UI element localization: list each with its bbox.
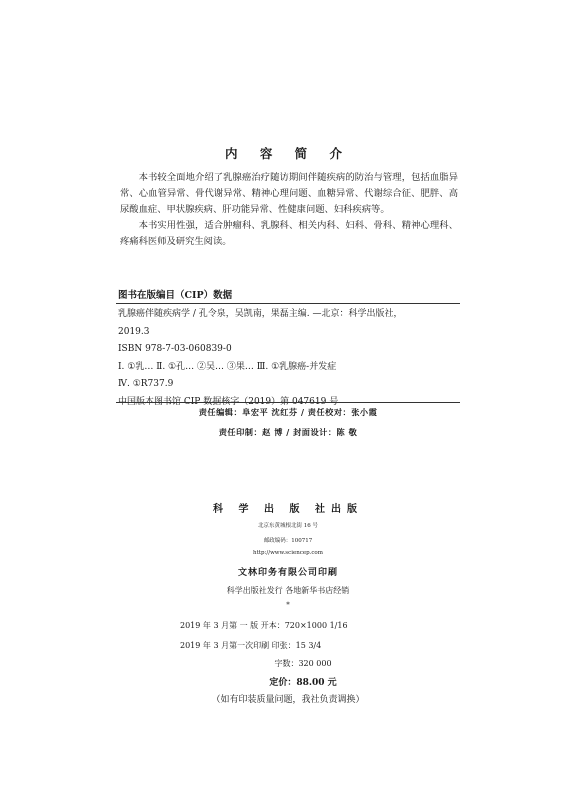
cip-heading: 图书在版编目（CIP）数据: [118, 290, 233, 301]
cip-line: ISBN 978-7-03-060839-0: [118, 344, 232, 354]
intro-paragraph: 本书实用性强，适合肿瘤科、乳腺科、相关内科、妇科、骨科、精神心理科、疼痛科医师及研究生阅读。: [120, 220, 458, 247]
price: 定价：88.00 元: [269, 678, 337, 688]
separator-star: *: [286, 601, 290, 609]
cip-block: [118, 306, 458, 411]
cip-line: 2019.3: [118, 326, 150, 337]
edition-line: 2019 年 3 月第 一 版 开本：720×1000 1/16: [180, 621, 348, 630]
printing-line: 2019 年 3 月第一次印刷 印张：15 3/4: [180, 641, 322, 650]
publisher-name: 科 学 出 版 社出版: [213, 504, 363, 515]
cip-divider-top: [116, 303, 460, 304]
cip-line: 乳腺癌伴随疾病学 / 孔令泉，吴凯南，果磊主编. —北京：科学出版社，: [118, 309, 403, 319]
cip-line: Ⅳ. ①R737.9: [118, 379, 174, 389]
publisher-address: 北京东黄城根北街 16 号: [258, 523, 318, 529]
intro-title: 内 容 简 介: [224, 146, 352, 161]
intro-section: [120, 170, 458, 250]
cip-divider-bottom: [116, 402, 460, 403]
word-count: 字数：320 000: [274, 659, 332, 668]
publisher-website: http://www.sciencep.com: [253, 550, 323, 556]
intro-paragraph: 本书较全面地介绍了乳腺癌治疗随访期间伴随疾病的防治与管理，包括血脂异常、心血管异常、骨代谢异常、精神心理问题、血糖异常、代谢综合征、肥胖、高尿酸血症、甲状腺疾病、肝功能异常、性健康问题、妇科疾病等。: [120, 172, 458, 215]
distribution-line: 科学出版社发行 各地新华书店经销: [226, 586, 350, 595]
publisher-postcode: 邮政编码：100717: [263, 538, 313, 544]
printer-name: 文林印务有限公司印刷: [237, 568, 338, 578]
cip-line: 中国版本图书馆 CIP 数据核字（2019）第 047619 号: [118, 396, 339, 407]
editor-credits: 责任编辑：阜宏平 沈红芬 / 责任校对：张小霞: [198, 407, 378, 417]
quality-notice: （如有印装质量问题，我社负责调换）: [211, 695, 365, 705]
production-credits: 责任印制：赵 博 / 封面设计：陈 敬: [218, 427, 358, 437]
cip-line: Ⅰ. ①乳… Ⅱ. ①孔… ②吴… ③果… Ⅲ. ①乳腺癌-并发症: [118, 361, 337, 372]
